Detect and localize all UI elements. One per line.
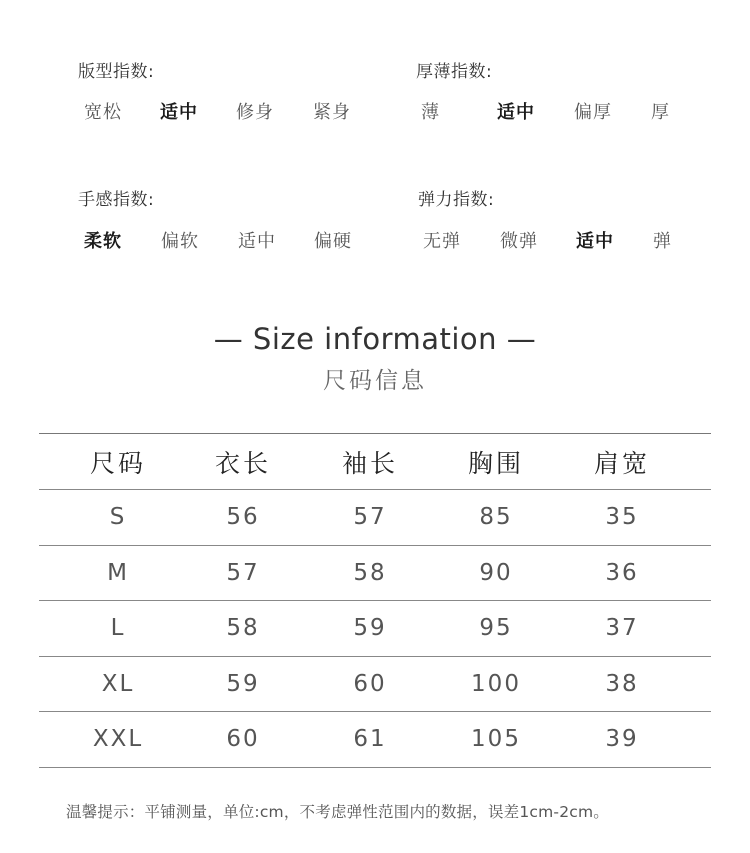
header-chest: 胸围 — [467, 448, 524, 478]
header-length: 衣长 — [214, 448, 271, 478]
cell-length: 59 — [226, 670, 260, 697]
cell-shoulder: 36 — [605, 559, 639, 586]
thickness-option-slightly-thick: 偏厚 — [574, 102, 612, 123]
measurement-note: 温馨提示：平铺测量，单位:cm，不考虑弹性范围内的数据，误差1cm-2cm。 — [66, 803, 610, 821]
elasticity-option-medium: 适中 — [576, 231, 614, 252]
fit-option-slim: 修身 — [236, 102, 274, 123]
cell-size: L — [110, 615, 126, 642]
cell-length: 57 — [226, 559, 260, 586]
cell-sleeve: 58 — [353, 559, 387, 586]
elasticity-option-slight: 微弹 — [500, 231, 538, 252]
elasticity-option-stretch: 弹 — [653, 231, 672, 252]
thickness-option-thin: 薄 — [421, 102, 440, 123]
thickness-index-title: 厚薄指数: — [416, 62, 493, 82]
cell-shoulder: 38 — [605, 670, 639, 697]
cell-chest: 90 — [479, 559, 513, 586]
fit-option-regular: 适中 — [160, 102, 198, 123]
feel-index-title: 手感指数: — [78, 190, 155, 210]
cell-sleeve: 60 — [353, 670, 387, 697]
cell-sleeve: 57 — [353, 504, 387, 531]
thickness-option-medium: 适中 — [497, 102, 535, 123]
table-row — [39, 490, 711, 546]
size-information-subheading: 尺码信息 — [323, 368, 427, 394]
feel-option-slightly-soft: 偏软 — [161, 231, 199, 252]
size-table — [39, 433, 711, 768]
thickness-option-thick: 厚 — [651, 102, 670, 123]
fit-index-title: 版型指数: — [78, 62, 155, 82]
header-size: 尺码 — [89, 448, 146, 478]
cell-size: XXL — [92, 726, 144, 753]
table-row — [39, 712, 711, 768]
cell-size: XL — [101, 670, 135, 697]
cell-shoulder: 35 — [605, 504, 639, 531]
feel-option-slightly-hard: 偏硬 — [314, 231, 352, 252]
feel-option-medium: 适中 — [238, 231, 276, 252]
feel-option-soft: 柔软 — [84, 231, 122, 252]
header-shoulder: 肩宽 — [593, 448, 650, 478]
cell-size: M — [107, 559, 129, 586]
cell-shoulder: 39 — [605, 726, 639, 753]
size-information-heading: — Size information — — [213, 322, 537, 356]
elasticity-index-title: 弹力指数: — [418, 190, 495, 210]
elasticity-option-none: 无弹 — [423, 231, 461, 252]
cell-length: 60 — [226, 726, 260, 753]
cell-shoulder: 37 — [605, 615, 639, 642]
table-row — [39, 657, 711, 713]
cell-chest: 95 — [479, 615, 513, 642]
fit-option-loose: 宽松 — [84, 102, 122, 123]
cell-length: 56 — [226, 504, 260, 531]
table-row — [39, 601, 711, 657]
cell-size: S — [109, 504, 127, 531]
fit-option-tight: 紧身 — [313, 102, 351, 123]
cell-length: 58 — [226, 615, 260, 642]
table-row — [39, 546, 711, 602]
cell-chest: 105 — [471, 726, 521, 753]
header-sleeve: 袖长 — [341, 448, 398, 478]
cell-sleeve: 59 — [353, 615, 387, 642]
cell-chest: 100 — [471, 670, 521, 697]
table-header-row — [39, 434, 711, 490]
cell-chest: 85 — [479, 504, 513, 531]
cell-sleeve: 61 — [353, 726, 387, 753]
